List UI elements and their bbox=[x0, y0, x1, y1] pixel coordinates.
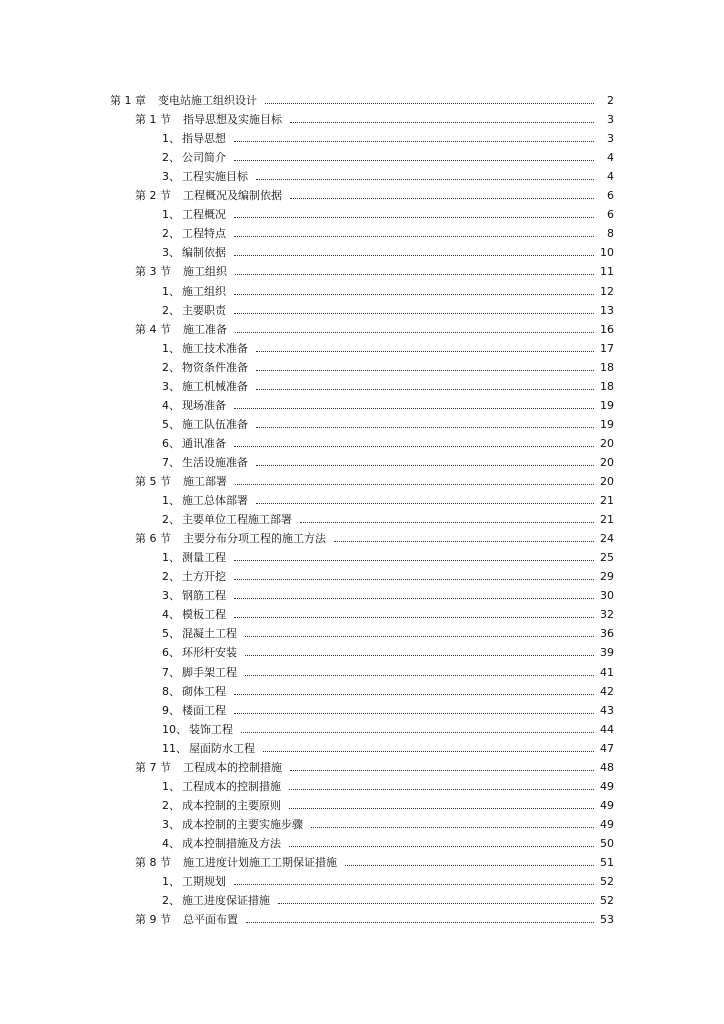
toc-page-number: 49 bbox=[600, 798, 614, 812]
toc-entry-number: 1、 bbox=[162, 494, 180, 508]
toc-page-number: 20 bbox=[600, 436, 614, 450]
toc-entry-number: 7、 bbox=[162, 455, 180, 469]
toc-entry-label bbox=[162, 399, 226, 412]
toc-dot-leader bbox=[265, 102, 594, 104]
toc-entry-number: 第 4 节 bbox=[135, 322, 171, 336]
toc-subsection-entry[interactable] bbox=[162, 240, 614, 259]
toc-entry-label bbox=[162, 685, 226, 698]
toc-entry-label bbox=[162, 799, 281, 812]
toc-entry-title: 物资条件准备 bbox=[182, 360, 248, 374]
toc-entry-label bbox=[135, 532, 326, 545]
toc-entry-number: 2、 bbox=[162, 303, 180, 317]
toc-entry-label bbox=[135, 113, 282, 126]
toc-page-number: 48 bbox=[600, 760, 614, 774]
toc-page-number: 2 bbox=[607, 94, 614, 107]
toc-entry-number: 2、 bbox=[162, 227, 180, 241]
toc-entry-title: 环形杆安装 bbox=[182, 646, 237, 660]
toc-page-number: 43 bbox=[600, 703, 614, 717]
toc-subsection-entry[interactable] bbox=[162, 698, 614, 717]
toc-entry-number: 9、 bbox=[162, 703, 180, 717]
toc-entry-label bbox=[162, 151, 226, 164]
toc-page-number: 4 bbox=[607, 170, 614, 184]
toc-dot-leader bbox=[289, 845, 594, 847]
toc-page-number: 52 bbox=[600, 875, 614, 889]
toc-section-entry[interactable] bbox=[135, 317, 614, 336]
toc-subsection-entry[interactable] bbox=[162, 545, 614, 564]
toc-section-entry[interactable] bbox=[135, 526, 614, 545]
toc-subsection-entry[interactable] bbox=[162, 812, 614, 831]
toc-entry-title: 施工准备 bbox=[183, 322, 227, 336]
toc-dot-leader bbox=[289, 807, 594, 809]
toc-entry-label bbox=[162, 894, 270, 907]
toc-entry-label bbox=[162, 437, 226, 450]
toc-entry-number: 第 7 节 bbox=[135, 760, 171, 774]
toc-subsection-entry[interactable] bbox=[162, 869, 614, 888]
toc-page-number: 6 bbox=[607, 208, 614, 222]
toc-entry-title: 施工总体部署 bbox=[182, 494, 248, 508]
toc-entry-label bbox=[162, 589, 226, 602]
toc-dot-leader bbox=[256, 350, 594, 352]
toc-subsection-entry[interactable] bbox=[162, 888, 614, 907]
toc-dot-leader bbox=[234, 140, 594, 142]
toc-dot-leader bbox=[234, 254, 594, 256]
toc-entry-number: 第 6 节 bbox=[135, 532, 171, 546]
toc-entry-title: 主要单位工程施工部署 bbox=[182, 513, 292, 527]
toc-entry-title: 施工组织 bbox=[183, 265, 227, 279]
toc-entry-title: 成本控制措施及方法 bbox=[182, 836, 281, 850]
toc-entry-label bbox=[162, 494, 248, 507]
toc-dot-leader bbox=[234, 597, 594, 599]
toc-page-number: 29 bbox=[600, 570, 614, 584]
toc-subsection-entry[interactable] bbox=[162, 736, 614, 755]
toc-page-number: 41 bbox=[600, 665, 614, 679]
toc-page-number: 16 bbox=[600, 322, 614, 336]
toc-page-number: 17 bbox=[600, 341, 614, 355]
toc-entry-number: 第 2 节 bbox=[135, 189, 171, 203]
toc-entry-label bbox=[162, 380, 248, 393]
toc-subsection-entry[interactable] bbox=[162, 355, 614, 374]
toc-dot-leader bbox=[235, 331, 594, 333]
toc-entry-number: 第 5 节 bbox=[135, 475, 171, 488]
toc-page-number: 3 bbox=[607, 113, 614, 127]
toc-page-number: 12 bbox=[600, 284, 614, 298]
toc-entry-label bbox=[162, 723, 233, 736]
toc-page-number: 21 bbox=[600, 494, 614, 508]
toc-entry-number: 3、 bbox=[162, 589, 180, 603]
toc-subsection-entry[interactable] bbox=[162, 145, 614, 164]
toc-page-number: 51 bbox=[600, 856, 614, 869]
toc-entry-title: 工程概况及编制依据 bbox=[183, 189, 282, 203]
toc-subsection-entry[interactable] bbox=[162, 621, 614, 640]
toc-page-number: 4 bbox=[607, 151, 614, 165]
toc-entry-label bbox=[162, 875, 226, 888]
toc-dot-leader bbox=[234, 616, 594, 618]
toc-page-number: 53 bbox=[600, 913, 614, 927]
toc-entry-title: 施工技术准备 bbox=[182, 341, 248, 355]
toc-subsection-entry[interactable] bbox=[162, 298, 614, 317]
toc-entry-label bbox=[135, 761, 282, 774]
toc-entry-label bbox=[162, 551, 226, 564]
toc-entry-label bbox=[162, 513, 292, 526]
toc-entry-title: 现场准备 bbox=[182, 398, 226, 412]
toc-dot-leader bbox=[234, 293, 594, 295]
toc-entry-title: 工期规划 bbox=[182, 875, 226, 889]
toc-entry-label bbox=[162, 742, 255, 755]
toc-page-number: 20 bbox=[600, 455, 614, 469]
toc-entry-number: 第 8 节 bbox=[135, 856, 171, 869]
toc-entry-label bbox=[162, 666, 237, 679]
toc-entry-label bbox=[162, 570, 226, 583]
toc-subsection-entry[interactable] bbox=[162, 660, 614, 679]
toc-entry-label bbox=[162, 342, 248, 355]
toc-dot-leader bbox=[290, 769, 594, 771]
toc-entry-number: 2、 bbox=[162, 798, 180, 812]
toc-entry-label bbox=[162, 780, 281, 793]
toc-entry-number: 1、 bbox=[162, 779, 180, 793]
toc-entry-number: 1、 bbox=[162, 341, 180, 355]
toc-section-entry[interactable] bbox=[135, 183, 614, 202]
toc-entry-label bbox=[162, 646, 237, 659]
toc-entry-label bbox=[135, 189, 282, 202]
toc-entry-label bbox=[162, 246, 226, 259]
toc-entry-title: 装饰工程 bbox=[189, 722, 233, 736]
toc-entry-label bbox=[135, 475, 227, 488]
toc-subsection-entry[interactable] bbox=[162, 602, 614, 621]
toc-entry-number: 1、 bbox=[162, 875, 180, 889]
toc-page-number: 39 bbox=[600, 646, 614, 660]
toc-page-number: 20 bbox=[600, 475, 614, 488]
toc-entry-number: 7、 bbox=[162, 665, 180, 679]
toc-subsection-entry[interactable] bbox=[162, 507, 614, 526]
toc-entry-label bbox=[162, 818, 303, 831]
toc-dot-leader bbox=[345, 864, 594, 866]
toc-page-number: 10 bbox=[600, 246, 614, 260]
toc-dot-leader bbox=[234, 235, 594, 237]
toc-entry-title: 混凝土工程 bbox=[182, 627, 237, 641]
toc-subsection-entry[interactable] bbox=[162, 336, 614, 355]
toc-subsection-entry[interactable] bbox=[162, 679, 614, 698]
toc-page-number: 13 bbox=[600, 303, 614, 317]
toc-entry-title: 屋面防水工程 bbox=[189, 741, 255, 755]
toc-page-number: 8 bbox=[607, 227, 614, 241]
toc-entry-number: 1、 bbox=[162, 132, 180, 146]
toc-entry-number: 第 3 节 bbox=[135, 265, 171, 279]
toc-entry-label bbox=[162, 608, 226, 621]
toc-entry-label bbox=[162, 170, 248, 183]
toc-entry-label bbox=[162, 704, 226, 717]
toc-entry-title: 主要职责 bbox=[182, 303, 226, 317]
toc-subsection-entry[interactable] bbox=[162, 583, 614, 602]
toc-page-number: 52 bbox=[600, 894, 614, 908]
toc-entry-title: 施工进度计划施工工期保证措施 bbox=[183, 856, 337, 869]
toc-entry-label bbox=[135, 265, 227, 278]
toc-entry-number: 4、 bbox=[162, 608, 180, 622]
toc-dot-leader bbox=[290, 197, 594, 199]
toc-dot-leader bbox=[311, 826, 594, 828]
toc-entry-title: 指导思想 bbox=[182, 132, 226, 146]
toc-entry-label bbox=[162, 227, 226, 240]
toc-entry-label bbox=[135, 323, 227, 336]
toc-entry-number: 6、 bbox=[162, 646, 180, 660]
toc-entry-number: 5、 bbox=[162, 627, 180, 641]
toc-dot-leader bbox=[256, 369, 594, 371]
toc-dot-leader bbox=[289, 788, 594, 790]
toc-subsection-entry[interactable] bbox=[162, 412, 614, 431]
toc-page-number: 47 bbox=[600, 741, 614, 755]
toc-entry-title: 楼面工程 bbox=[182, 703, 226, 717]
toc-entry-title: 测量工程 bbox=[182, 551, 226, 565]
toc-dot-leader bbox=[256, 426, 594, 428]
toc-page-number: 49 bbox=[600, 817, 614, 831]
toc-chapter-entry[interactable] bbox=[110, 88, 614, 107]
toc-entry-label bbox=[162, 361, 248, 374]
toc-subsection-entry[interactable] bbox=[162, 164, 614, 183]
toc-entry-title: 施工进度保证措施 bbox=[182, 894, 270, 908]
toc-entry-number: 3、 bbox=[162, 379, 180, 393]
toc-entry-label bbox=[162, 132, 226, 145]
toc-dot-leader bbox=[256, 388, 594, 390]
toc-subsection-entry[interactable] bbox=[162, 564, 614, 583]
toc-entry-number: 6、 bbox=[162, 436, 180, 450]
toc-subsection-entry[interactable] bbox=[162, 279, 614, 298]
toc-entry-label bbox=[135, 856, 337, 869]
toc-page-number: 44 bbox=[600, 722, 614, 736]
toc-subsection-entry[interactable] bbox=[162, 431, 614, 450]
toc-entry-number: 2、 bbox=[162, 151, 180, 165]
toc-subsection-entry[interactable] bbox=[162, 126, 614, 145]
toc-entry-title: 总平面布置 bbox=[183, 913, 238, 927]
toc-dot-leader bbox=[234, 693, 594, 695]
toc-entry-number: 5、 bbox=[162, 417, 180, 431]
toc-entry-title: 变电站施工组织设计 bbox=[158, 94, 257, 107]
toc-subsection-entry[interactable] bbox=[162, 831, 614, 850]
toc-dot-leader bbox=[245, 674, 594, 676]
toc-entry-title: 工程成本的控制措施 bbox=[183, 760, 282, 774]
toc-dot-leader bbox=[234, 312, 594, 314]
toc-entry-number: 1、 bbox=[162, 551, 180, 565]
toc-entry-title: 编制依据 bbox=[182, 246, 226, 260]
toc-entry-label bbox=[162, 418, 248, 431]
toc-entry-title: 模板工程 bbox=[182, 608, 226, 622]
toc-entry-number: 10、 bbox=[162, 722, 187, 736]
toc-entry-title: 公司简介 bbox=[182, 151, 226, 165]
toc-page-number: 19 bbox=[600, 417, 614, 431]
toc-entry-title: 指导思想及实施目标 bbox=[183, 113, 282, 127]
toc-section-entry[interactable] bbox=[135, 259, 614, 278]
toc-dot-leader bbox=[256, 464, 594, 466]
toc-dot-leader bbox=[235, 483, 594, 485]
toc-entry-title: 通讯准备 bbox=[182, 436, 226, 450]
toc-entry-title: 工程特点 bbox=[182, 227, 226, 241]
toc-dot-leader bbox=[263, 750, 594, 752]
toc-page-number: 42 bbox=[600, 684, 614, 698]
toc-page-number: 18 bbox=[600, 379, 614, 393]
toc-entry-label bbox=[135, 913, 238, 926]
toc-entry-title: 生活设施准备 bbox=[182, 455, 248, 469]
toc-entry-label bbox=[110, 94, 257, 107]
toc-entry-number: 2、 bbox=[162, 570, 180, 584]
toc-dot-leader bbox=[334, 540, 594, 542]
toc-entry-title: 成本控制的主要实施步骤 bbox=[182, 817, 303, 831]
toc-entry-title: 主要分布分项工程的施工方法 bbox=[183, 532, 326, 546]
toc-entry-label bbox=[162, 304, 226, 317]
toc-section-entry[interactable] bbox=[135, 755, 614, 774]
toc-dot-leader bbox=[234, 216, 594, 218]
toc-entry-number: 第 1 章 bbox=[110, 94, 146, 107]
toc-dot-leader bbox=[234, 445, 594, 447]
toc-subsection-entry[interactable] bbox=[162, 393, 614, 412]
toc-dot-leader bbox=[290, 121, 594, 123]
toc-page-number: 11 bbox=[600, 265, 614, 279]
toc-dot-leader bbox=[234, 159, 594, 161]
toc-entry-title: 施工部署 bbox=[183, 475, 227, 488]
toc-dot-leader bbox=[278, 902, 594, 904]
toc-entry-label bbox=[162, 456, 248, 469]
toc-section-entry[interactable] bbox=[135, 469, 614, 488]
toc-entry-number: 11、 bbox=[162, 741, 187, 755]
toc-entry-number: 2、 bbox=[162, 360, 180, 374]
toc-entry-number: 1、 bbox=[162, 208, 180, 222]
toc-entry-label bbox=[162, 208, 226, 221]
toc-entry-number: 1、 bbox=[162, 284, 180, 298]
toc-dot-leader bbox=[256, 502, 594, 504]
toc-entry-number: 3、 bbox=[162, 246, 180, 260]
toc-page-number: 3 bbox=[607, 132, 614, 146]
toc-subsection-entry[interactable] bbox=[162, 202, 614, 221]
toc-page-number: 21 bbox=[600, 513, 614, 527]
toc-dot-leader bbox=[234, 578, 594, 580]
toc-dot-leader bbox=[245, 654, 594, 656]
toc-entry-title: 施工组织 bbox=[182, 284, 226, 298]
toc-entry-title: 钢筋工程 bbox=[182, 589, 226, 603]
toc-entry-number: 2、 bbox=[162, 513, 180, 527]
toc-entry-number: 2、 bbox=[162, 894, 180, 908]
toc-dot-leader bbox=[234, 407, 594, 409]
toc-entry-number: 第 9 节 bbox=[135, 913, 171, 927]
toc-entry-title: 工程成本的控制措施 bbox=[182, 779, 281, 793]
toc-page-number: 36 bbox=[600, 627, 614, 641]
toc-entry-number: 8、 bbox=[162, 684, 180, 698]
toc-entry-label bbox=[162, 285, 226, 298]
toc-subsection-entry[interactable] bbox=[162, 374, 614, 393]
toc-page-number: 30 bbox=[600, 589, 614, 603]
toc-section-entry[interactable] bbox=[135, 907, 614, 926]
toc-entry-number: 第 1 节 bbox=[135, 113, 171, 127]
toc-entry-title: 土方开挖 bbox=[182, 570, 226, 584]
toc-subsection-entry[interactable] bbox=[162, 717, 614, 736]
toc-entry-label bbox=[162, 837, 281, 850]
toc-entry-title: 施工机械准备 bbox=[182, 379, 248, 393]
toc-dot-leader bbox=[245, 635, 594, 637]
toc-entry-number: 3、 bbox=[162, 170, 180, 184]
toc-dot-leader bbox=[300, 521, 594, 523]
toc-dot-leader bbox=[235, 273, 594, 275]
toc-dot-leader bbox=[234, 712, 594, 714]
toc-page-number: 49 bbox=[600, 779, 614, 793]
toc-entry-title: 施工队伍准备 bbox=[182, 417, 248, 431]
toc-entry-title: 工程概况 bbox=[182, 208, 226, 222]
toc-subsection-entry[interactable] bbox=[162, 793, 614, 812]
toc-entry-title: 工程实施目标 bbox=[182, 170, 248, 184]
toc-dot-leader bbox=[241, 731, 594, 733]
toc-entry-title: 成本控制的主要原则 bbox=[182, 798, 281, 812]
toc-subsection-entry[interactable] bbox=[162, 774, 614, 793]
toc-dot-leader bbox=[256, 178, 594, 180]
toc-entry-title: 脚手架工程 bbox=[182, 665, 237, 679]
toc-page-number: 24 bbox=[600, 532, 614, 546]
toc-dot-leader bbox=[234, 559, 594, 561]
toc-section-entry[interactable] bbox=[135, 107, 614, 126]
toc-page-number: 6 bbox=[607, 189, 614, 203]
toc-page-number: 18 bbox=[600, 360, 614, 374]
toc-subsection-entry[interactable] bbox=[162, 450, 614, 469]
toc-page-number: 19 bbox=[600, 398, 614, 412]
toc-subsection-entry[interactable] bbox=[162, 640, 614, 659]
toc-entry-number: 4、 bbox=[162, 398, 180, 412]
toc-subsection-entry[interactable] bbox=[162, 221, 614, 240]
toc-dot-leader bbox=[246, 921, 594, 923]
toc-section-entry[interactable] bbox=[135, 850, 614, 869]
toc-page-number: 32 bbox=[600, 608, 614, 622]
toc-page-number: 50 bbox=[600, 836, 614, 850]
toc-entry-number: 3、 bbox=[162, 817, 180, 831]
toc-entry-number: 4、 bbox=[162, 836, 180, 850]
toc-page-number: 25 bbox=[600, 551, 614, 565]
toc-entry-title: 砌体工程 bbox=[182, 684, 226, 698]
toc-entry-label bbox=[162, 627, 237, 640]
toc-dot-leader bbox=[234, 883, 594, 885]
toc-subsection-entry[interactable] bbox=[162, 488, 614, 507]
